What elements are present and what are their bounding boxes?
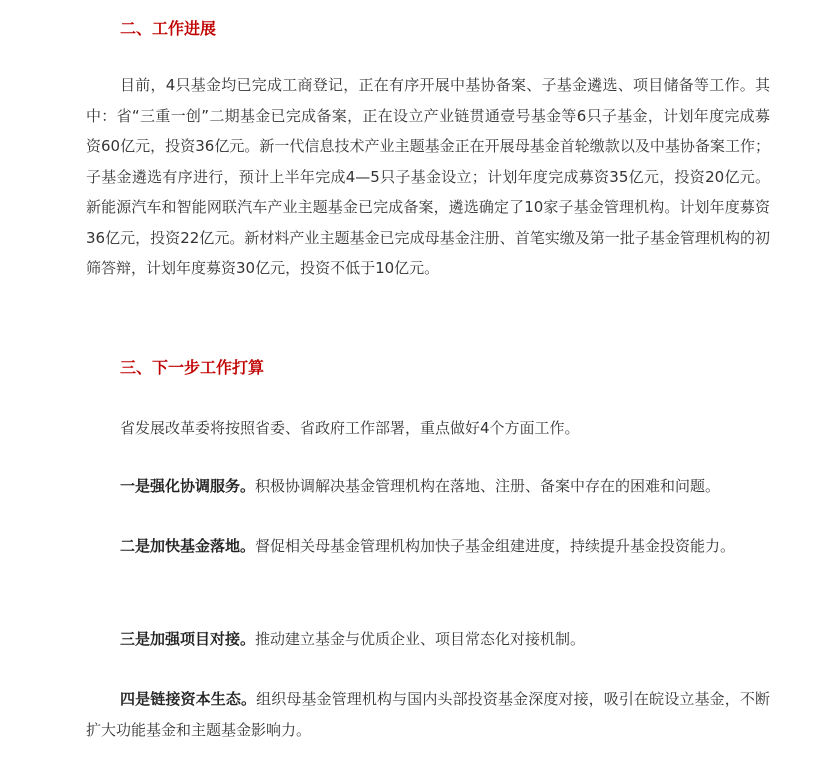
next-step-item-4-lead: 四是链接资本生态。: [120, 690, 257, 708]
section-heading-progress: 二、工作进展: [120, 19, 217, 38]
next-step-item-4-text: 组织母基金管理机构与国内头部投资基金深度对接，吸引在皖设立基金，不断扩大功能基金和主题基金影响力。: [86, 690, 770, 739]
next-step-item-3-lead: 三是加强项目对接。: [120, 630, 256, 648]
next-step-item-1-lead: 一是强化协调服务。: [120, 477, 256, 495]
next-step-item-2: [86, 531, 770, 562]
next-steps-intro-paragraph: 省发展改革委将按照省委、省政府工作部署，重点做好4个方面工作。: [120, 419, 580, 437]
next-step-item-3: [86, 624, 770, 655]
progress-paragraph: 目前，4只基金均已完成工商登记，正在有序开展中基协备案、子基金遴选、项目储备等工作。其中：省“三重一创”二期基金已完成备案，正在设立产业链贯通壹号基金等6只子基金，计划年度完成募资60亿元，投资36亿元。新一代信息技术产业主题基金正在开展母基金首轮缴款以及中基协备案工作；子基金遴选有序进行，预计上半年完成4—5只子基金设立；计划年度完成募资35亿元，投资20亿元。新能源汽车和智能网联汽车产业主题基金已完成备案，遴选确定了10家子基金管理机构。计划年度募资36亿元，投资22亿元。新材料产业主题基金已完成母基金注册、首笔实缴及第一批子基金管理机构的初筛答辩，计划年度募资30亿元，投资不低于10亿元。: [86, 76, 770, 277]
next-step-item-1: [86, 471, 770, 502]
next-step-item-2-text: 督促相关母基金管理机构加快子基金组建进度，持续提升基金投资能力。: [255, 537, 736, 555]
section-heading-next-steps: 三、下一步工作打算: [120, 358, 265, 377]
next-step-item-1-text: 积极协调解决基金管理机构在落地、注册、备案中存在的困难和问题。: [255, 477, 721, 495]
next-step-item-3-text: 推动建立基金与优质企业、项目常态化对接机制。: [255, 630, 586, 648]
next-step-item-4: [86, 684, 770, 745]
next-step-item-2-lead: 二是加快基金落地。: [120, 537, 256, 555]
